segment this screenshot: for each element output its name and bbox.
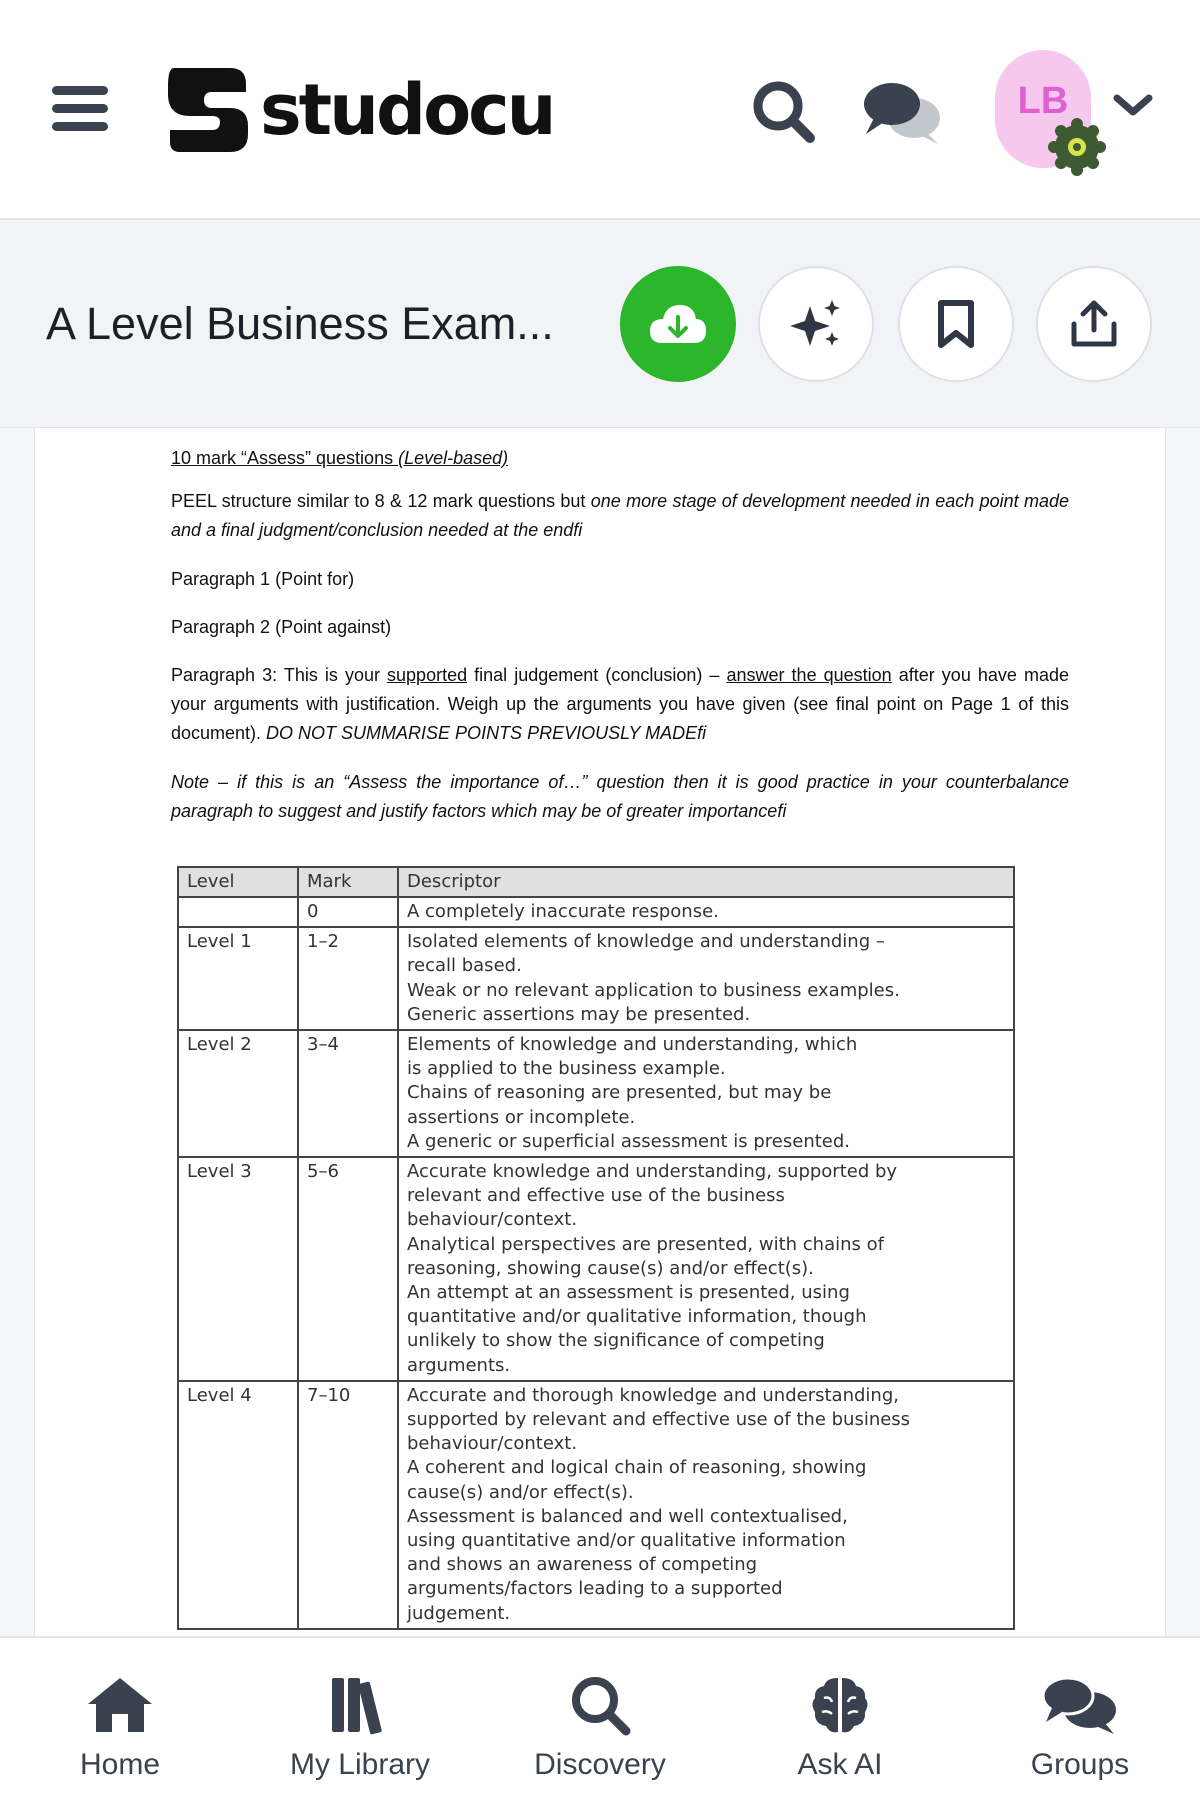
nav-groups[interactable] xyxy=(980,1674,1180,1794)
cell-descriptor xyxy=(398,897,1014,927)
header-descriptor: Descriptor xyxy=(398,867,1014,897)
descriptor-line: behaviour/context. xyxy=(407,1209,578,1231)
avatar-badge-icon xyxy=(1048,118,1106,176)
ai-assist-button[interactable] xyxy=(758,266,874,382)
table-row xyxy=(178,1030,1014,1157)
document-title: A Level Business Exam... xyxy=(46,298,554,349)
cell-mark: 5–6 xyxy=(298,1157,398,1381)
p3-a: Paragraph 3: This is your xyxy=(171,665,388,685)
descriptor-line: unlikely to show the significance of competing xyxy=(407,1330,825,1352)
cell-level: Level 2 xyxy=(178,1030,298,1157)
cell-level xyxy=(178,897,298,927)
top-app-bar xyxy=(0,0,1200,220)
bottom-navigation xyxy=(0,1636,1200,1811)
nav-home-label: Home xyxy=(79,1748,161,1781)
cell-level: Level 1 xyxy=(178,927,298,1030)
descriptor-line: Chains of reasoning are presented, but may be xyxy=(407,1082,832,1104)
share-icon xyxy=(1069,298,1119,350)
descriptor-line: judgement. xyxy=(407,1602,511,1624)
heading-main: 10 mark “Assess” questions xyxy=(171,448,394,468)
logo-mark-icon xyxy=(160,60,256,156)
descriptor-line: cause(s) and/or effect(s). xyxy=(407,1481,634,1503)
nav-discovery-label: Discovery xyxy=(534,1748,666,1781)
descriptor-line: arguments/factors leading to a supported xyxy=(407,1578,783,1600)
descriptor-line: supported by relevant and effective use of the business xyxy=(407,1409,911,1431)
descriptor-line: An attempt at an assessment is presented, using xyxy=(407,1282,850,1304)
p3-b: final judgement (conclusion) – xyxy=(467,665,727,685)
cell-mark: 3–4 xyxy=(298,1030,398,1157)
descriptor-line: Generic assertions may be presented. xyxy=(407,1003,751,1025)
descriptor-line: is applied to the business example. xyxy=(407,1058,726,1080)
share-button[interactable] xyxy=(1036,266,1152,382)
peel-paragraph xyxy=(171,487,1069,545)
p3-c: after you have made your arguments with justification. Weigh up the arguments you have given (see final point on Page 1 of this document). xyxy=(171,665,1069,743)
cell-descriptor xyxy=(398,1030,1014,1157)
document-title-bar xyxy=(0,222,1200,428)
descriptor-line: and shows an awareness of competing xyxy=(407,1554,758,1576)
groups-chat-icon xyxy=(1040,1674,1120,1736)
descriptor-line: recall based. xyxy=(407,955,522,977)
descriptor-line: using quantitative and/or qualitative information xyxy=(407,1530,846,1552)
descriptor-line: assertions or incomplete. xyxy=(407,1106,636,1128)
nav-ask-ai-label: Ask AI xyxy=(797,1748,883,1781)
descriptor-line: Assessment is balanced and well contextualised, xyxy=(407,1505,848,1527)
bookmark-icon xyxy=(936,299,976,349)
document-page xyxy=(34,428,1166,1636)
avatar-initials: LB xyxy=(1017,80,1069,122)
cell-mark: 1–2 xyxy=(298,927,398,1030)
cell-level: Level 4 xyxy=(178,1381,298,1629)
descriptor-line: Elements of knowledge and understanding, which xyxy=(407,1034,858,1056)
descriptor-line: reasoning, showing cause(s) and/or effect(s). xyxy=(407,1257,814,1279)
studocu-logo[interactable] xyxy=(160,60,554,160)
peel-italic: one more stage of development needed in each point made and a final judgment/conclusion needed at the endﬁ xyxy=(171,491,1069,540)
document-body xyxy=(171,448,1069,846)
mark-scheme-table xyxy=(177,866,1015,1630)
discovery-search-icon xyxy=(568,1674,632,1736)
cell-descriptor xyxy=(398,1381,1014,1629)
table-row xyxy=(178,897,1014,927)
paragraph-3-text xyxy=(171,661,1069,748)
cell-mark: 0 xyxy=(298,897,398,927)
nav-home[interactable] xyxy=(20,1674,220,1794)
nav-ask-ai[interactable] xyxy=(740,1674,940,1794)
table-header-row xyxy=(178,867,1014,897)
descriptor-line: relevant and effective use of the business xyxy=(407,1185,785,1207)
descriptor-line: Weak or no relevant application to business examples. xyxy=(407,979,900,1001)
cell-mark: 7–10 xyxy=(298,1381,398,1629)
header-level: Level xyxy=(178,867,298,897)
descriptor-line: behaviour/context. xyxy=(407,1433,578,1455)
home-icon xyxy=(84,1674,156,1736)
nav-groups-label: Groups xyxy=(1030,1748,1130,1781)
cell-descriptor xyxy=(398,1157,1014,1381)
nav-my-library[interactable] xyxy=(260,1674,460,1794)
descriptor-line: A coherent and logical chain of reasoning, showing xyxy=(407,1457,867,1479)
paragraph-1-line: Paragraph 1 (Point for) xyxy=(171,569,355,589)
download-icon xyxy=(648,301,708,347)
paragraph-2-line: Paragraph 2 (Point against) xyxy=(171,617,392,637)
bookmark-button[interactable] xyxy=(898,266,1014,382)
menu-icon[interactable] xyxy=(52,82,112,136)
descriptor-line: A completely inaccurate response. xyxy=(407,901,719,922)
descriptor-line: arguments. xyxy=(407,1354,511,1376)
chat-icon[interactable] xyxy=(862,78,944,148)
section-heading xyxy=(171,448,1069,469)
search-icon[interactable] xyxy=(748,76,818,146)
descriptor-line: quantitative and/or qualitative information, though xyxy=(407,1306,867,1328)
header-mark: Mark xyxy=(298,867,398,897)
logo-text: studocu xyxy=(260,69,554,151)
note-paragraph: Note – if this is an “Assess the importance of…” question then it is good practice in your counterbalance paragraph to suggest and justify factors which may be of greater importanceﬁ xyxy=(171,772,1069,821)
brain-icon xyxy=(808,1674,872,1736)
p3-answer: answer the question xyxy=(726,665,892,685)
heading-level-based: (Level-based) xyxy=(393,448,509,468)
p3-italic: DO NOT SUMMARISE POINTS PREVIOUSLY MADEﬁ xyxy=(266,723,707,743)
descriptor-line: Isolated elements of knowledge and understanding – xyxy=(407,931,885,953)
library-icon xyxy=(328,1674,392,1736)
nav-discovery[interactable] xyxy=(500,1674,700,1794)
download-button[interactable] xyxy=(620,266,736,382)
descriptor-line: A generic or superficial assessment is presented. xyxy=(407,1130,851,1152)
descriptor-line: Analytical perspectives are presented, with chains of xyxy=(407,1233,884,1255)
descriptor-line: Accurate and thorough knowledge and understanding, xyxy=(407,1384,899,1406)
cell-descriptor xyxy=(398,927,1014,1030)
table-row xyxy=(178,927,1014,1030)
cell-level: Level 3 xyxy=(178,1157,298,1381)
table-row xyxy=(178,1381,1014,1629)
p3-supported: supported xyxy=(387,665,468,685)
nav-my-library-label: My Library xyxy=(289,1748,431,1781)
chevron-down-icon[interactable] xyxy=(1112,90,1154,120)
ai-sparkle-icon xyxy=(788,296,844,352)
peel-plain: PEEL structure similar to 8 & 12 mark questions but xyxy=(171,491,591,511)
descriptor-line: Accurate knowledge and understanding, supported by xyxy=(407,1161,898,1183)
table-row xyxy=(178,1157,1014,1381)
